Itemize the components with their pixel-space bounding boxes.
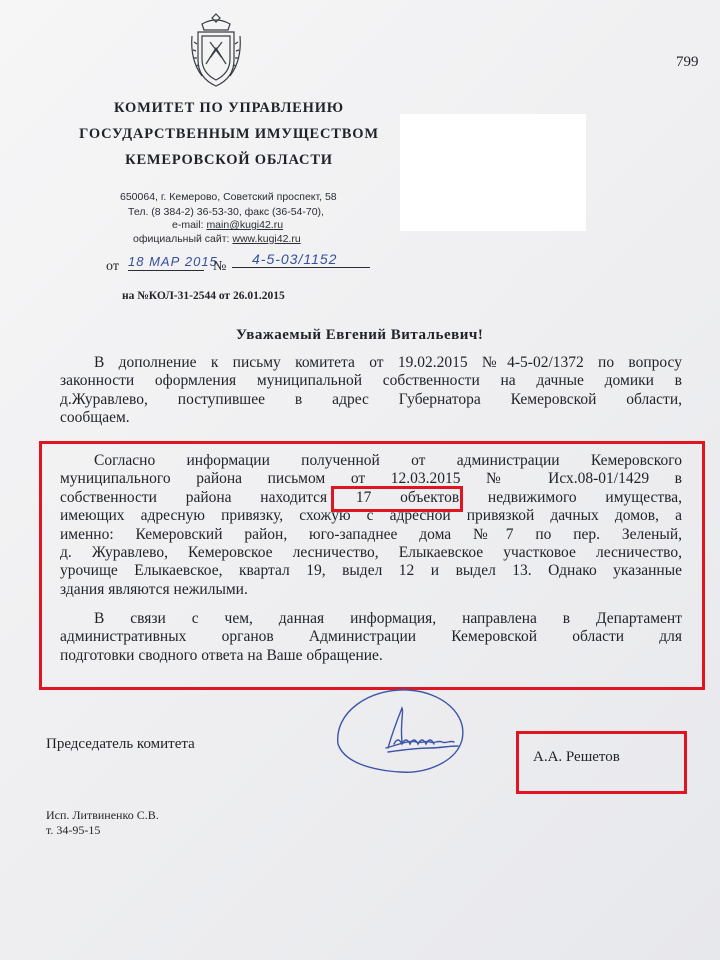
site-link[interactable]: www.kugi42.ru [232,233,301,245]
paragraph-2-line: Согласно информации полученной от администрации Кемеровского [94,452,682,469]
paragraph-2-line: муниципального района письмом от 12.03.2015 № Исх.08-01/1429 в [60,470,682,488]
paragraph-3-line: подготовки сводного ответа на Ваше обращение. [60,646,383,664]
org-name-line-3: КЕМЕРОВСКОЙ ОБЛАСТИ [125,152,333,168]
paragraph-3 [60,610,682,665]
paragraph-1-line: сообщаем. [60,409,130,427]
email-link[interactable]: main@kugi42.ru [206,219,284,231]
coat-of-arms-emblem [188,12,244,90]
reference-line: на №КОЛ-31-2544 от 26.01.2015 [122,290,285,302]
outgoing-from-label: от [106,259,119,274]
paragraph-3-line: В связи с чем, данная информация, направлена в Департамент [94,610,682,627]
paragraph-1-line: В дополнение к письму комитета от 19.02.2015 №4-5-02/1372 по вопросу [94,354,682,371]
paragraph-2-line: имеющих адресную привязку, схожую с адресной привязкой дачных домов, а [60,507,682,525]
page-number: 799 [676,54,699,70]
outgoing-date-stamp: 18 МАР 2015 [128,254,218,269]
paragraph-1-line: законности оформления муниципальной собственности на дачные домики в [60,372,682,390]
executor-phone: т. 34-95-15 [46,823,101,837]
signer-name: А.А. Решетов [533,749,620,765]
org-phone: Тел. (8 384-2) 36-53-30, факс (36-54-70), [128,206,324,218]
highlight-box-objects [331,486,463,512]
org-name-line-2: ГОСУДАРСТВЕННЫМ ИМУЩЕСТВОМ [79,126,379,142]
org-email [172,219,283,231]
executor-name: Исп. Литвиненко С.В. [46,808,159,822]
email-label: e-mail: [172,219,204,231]
paragraph-1-line: д.Журавлево, поступившее в адрес Губернатора Кемеровской области, [60,390,682,408]
handwritten-signature-icon [330,682,480,782]
salutation: Уважаемый Евгений Витальевич! [236,327,484,343]
redacted-block [400,114,586,231]
paragraph-2-line: урочище Елыкаевское, квартал 19, выдел 12 и выдел 13. Однако указанные [60,562,682,580]
org-name-line-1: КОМИТЕТ ПО УПРАВЛЕНИЮ [114,100,344,116]
paragraph-2 [60,452,682,599]
outgoing-number-handwritten: 4-5-03/1152 [232,251,370,268]
org-address: 650064, г. Кемерово, Советский проспект, 58 [120,191,337,203]
org-site [133,233,301,245]
paragraph-1 [60,354,682,428]
paragraph-2-line: собственности района находится 17 объектов недвижимого имущества, [60,488,682,506]
paragraph-2-line: д. Журавлево, Кемеровское лесничество, Елыкаевское участковое лесничество, [60,544,682,562]
paragraph-3-line: административных органов Администрации Кемеровской области для [60,628,682,646]
paragraph-2-line: здания являются нежилыми. [60,580,248,598]
paragraph-2-line: именно: Кемеровский район, юго-западнее дома №7 по пер. Зеленый, [60,525,682,543]
outgoing-number-label: № [213,259,227,274]
signature-position: Председатель комитета [46,736,195,752]
site-label: официальный сайт: [133,233,230,245]
